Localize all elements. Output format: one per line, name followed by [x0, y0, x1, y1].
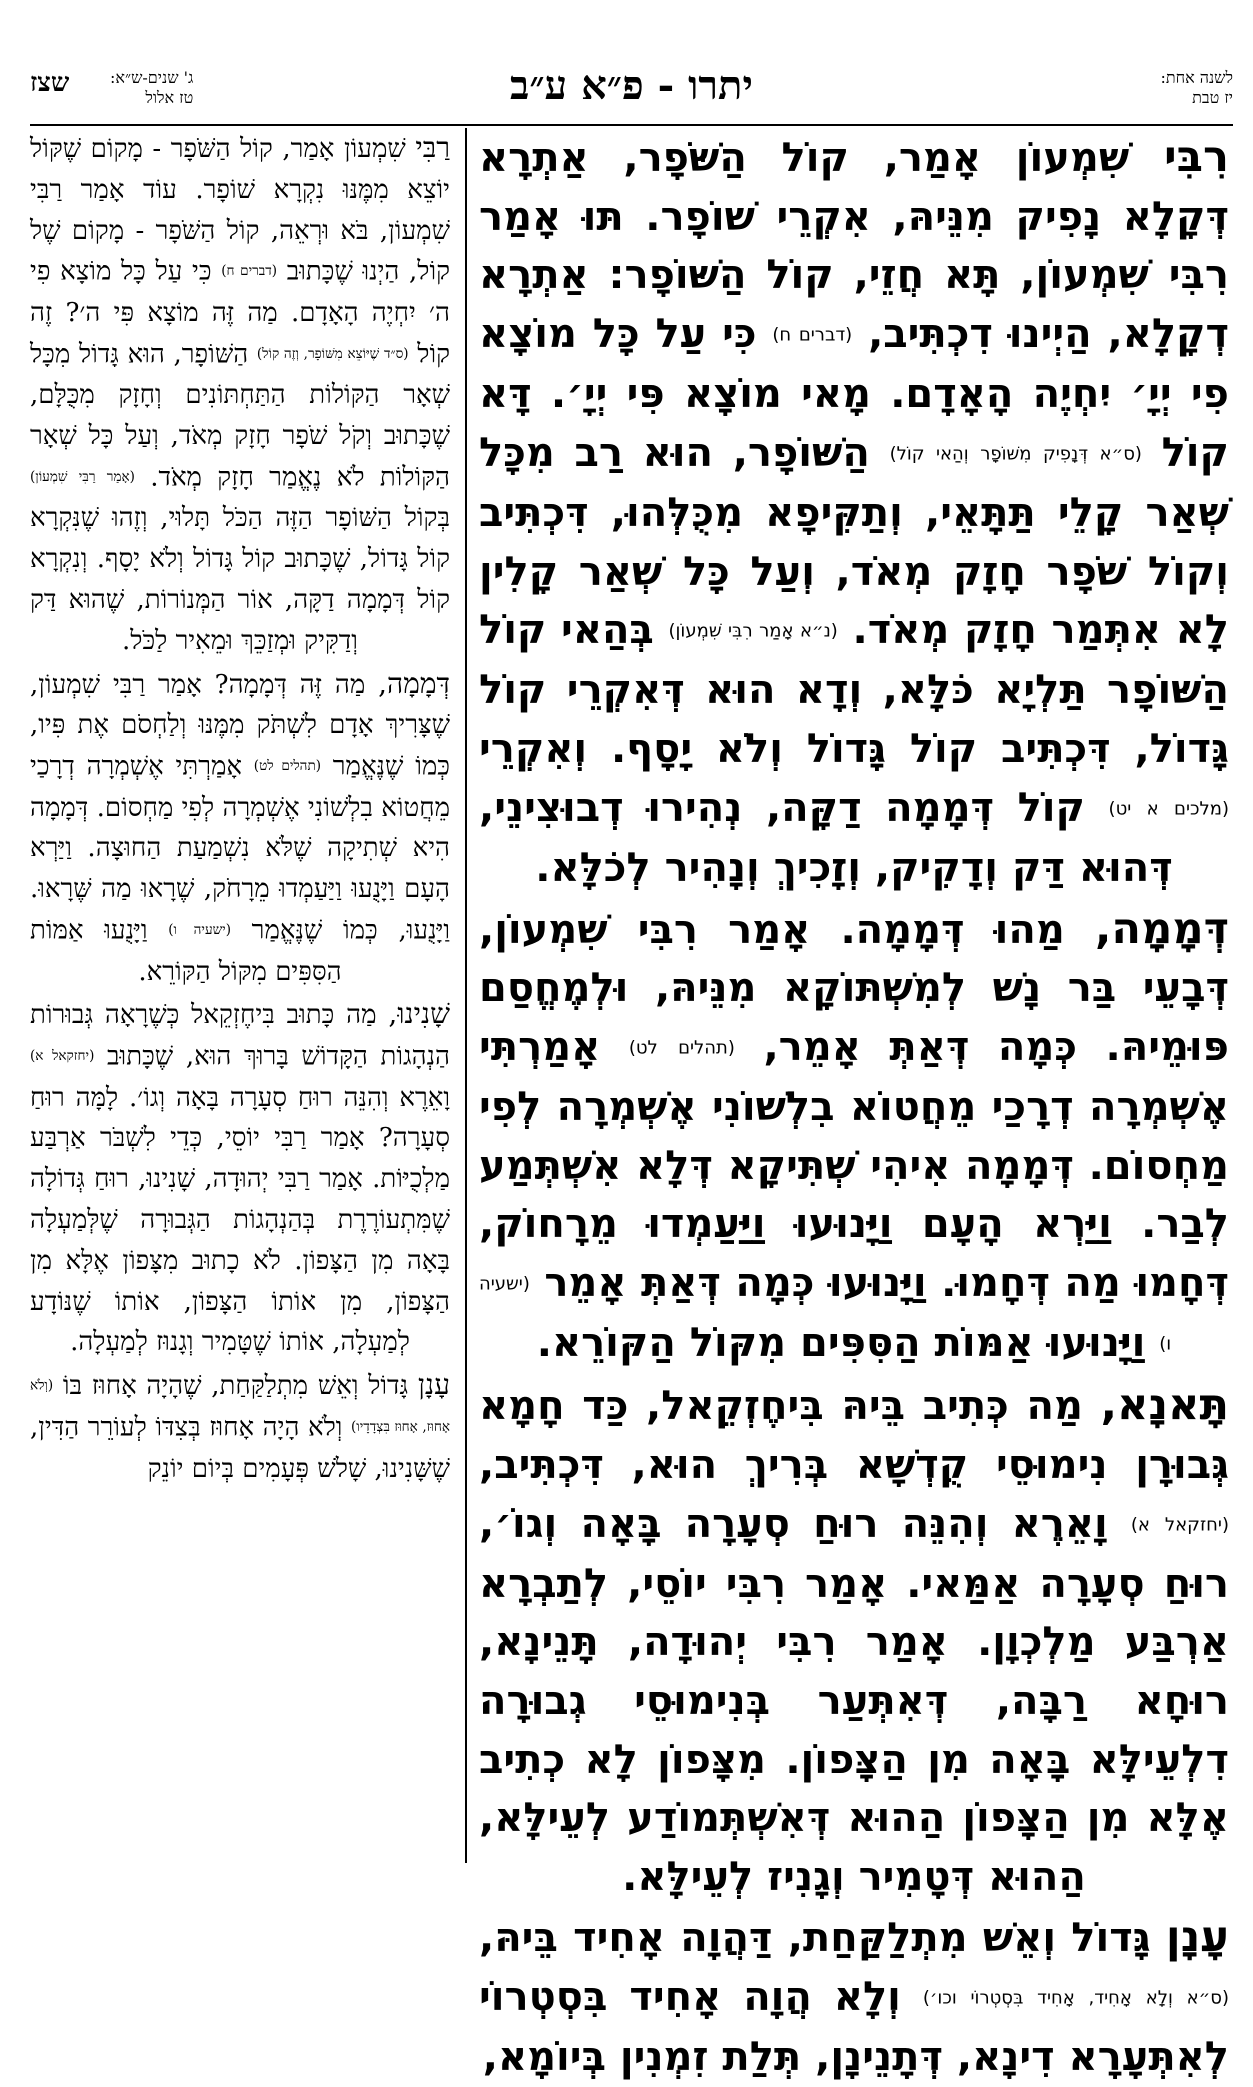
paragraph-text: וָאֵרֶא וְהִנֵּה רוּחַ סְעָרָה בָּאָה וְגוֹ׳. לָמָּה רוּחַ סְעָרָה? אָמַר רַבִּי יוֹסֵי, כְּדֵי לִשְׁבֹּר אַרְבַּע מַלְכֻיּוֹת. אָמַר רַבִּי יְהוּדָה, שָׁנִינוּ, רוּחַ גְּדוֹלָה שֶׁמִּתְעוֹרֶרֶת בְּהַנְהָגוֹת הַגְּבוּרָה שֶׁלְּמַעְלָה בָּאָה מִן הַצָּפוֹן. לֹא כָתוּב מִצָּפוֹן אֶלָּא מִן הַצָּפוֹן, מִן אוֹתוֹ הַצָּפוֹן, אוֹתוֹ שֶׁנּוֹדָע לְמַעְלָה, אוֹתוֹ שֶׁטָּמִיר וְגָנוּז לְמַעְלָה.	[30, 1082, 450, 1358]
alt-cycle-block	[110, 68, 193, 108]
variant-note: (אָמַר רַבִּי שִׁמְעוֹן)	[30, 468, 135, 485]
paragraph-opening-word: דְּמָמָה,	[1095, 903, 1229, 954]
paragraph-opening-word: תָּאנָא,	[1100, 1380, 1229, 1431]
paragraph-opening-word: עָנָן	[417, 1368, 451, 1402]
paragraph-opening-word: שָׁנִינוּ,	[388, 997, 451, 1031]
paragraph-text: הַשּׁוֹפָר, הוּא גָּדוֹל מִכָּל שְׁאָר הַקּוֹלוֹת הַתַּחְתּוֹנִים וְחָזָק מִכֻּלָּם, שֶׁכָּתוּב וְקֹל שֹׁפָר חָזָק מְאֹד, וְעַל כָּל שְׁאָר הַקּוֹלוֹת לֹא נֶאֱמַר חָזָק מְאֹד.	[30, 339, 451, 493]
paragraph-text: שִׁמְעוֹן אָמַר, קוֹל הַשֹּׁפָר, אַתְרָא דְּקָלָא נָפִיק מִנֵּיהּ, אִקְרֵי שׁוֹפָר. תּוּ אָמַר רִבִּי שִׁמְעוֹן, תָּא חֲזֵי, קוֹל הַשּׁוֹפָר: אַתְרָא דְקָלָא, הַיְינוּ דִכְתִּיב,	[479, 135, 1229, 357]
main-paragraph-1	[479, 128, 1229, 898]
paragraph-text: וְלֹא הָיָה אָחוּז בְּצִדּוֹ לְעוֹרֵר הַדִּין, שֶׁשָּׁנִינוּ, שָׁלֹשׁ פְּעָמִים בְּיוֹם יוֹנֵק	[30, 1412, 450, 1484]
paragraph-text: וְלָא הֲוָה אָחִיד בִּסְטְרוֹי לְאִתְּעָרָא דִינָא, דְּתָנֵינָן, תְּלַת זִמְנִין בְּיוֹמָא,	[479, 1974, 1229, 2081]
paragraph-text: מַה זֶּה דְּמָמָה? אָמַר רַבִּי שִׁמְעוֹן, שֶׁצָּרִיךְ אָדָם לִשְׁתֹּק מִמֶּנּוּ וְלַחְסֹם אֶת פִּיו, כְּמוֹ שֶׁנֶּאֱמַר	[30, 669, 450, 782]
translation-column	[30, 128, 450, 1863]
alt-cycle-date: טז אלול	[145, 88, 194, 107]
reading-cycle-date: יז טבת	[1192, 88, 1233, 107]
paragraph-text: וַיָּנוּעוּ אַמּוֹת הַסִּפִּים מִקּוֹל הַקּוֹרֵא.	[536, 1320, 1146, 1367]
alt-cycle-label: ג' שנים-ש״א:	[110, 68, 194, 87]
source-reference: (תהלים לט)	[253, 758, 321, 775]
paragraph-text: גָּדוֹל וְאֵשׁ מִתְלַקַּחַת, שֶׁהָיָה אָחוּז בּוֹ	[62, 1371, 409, 1402]
paragraph-opening-word: רִבִּי	[1163, 132, 1229, 182]
paragraph-text: בְּקוֹל הַשּׁוֹפָר הַזֶּה הַכֹּל תָּלוּי, וְזֶהוּ שֶׁנִּקְרָא קוֹל גָּדוֹל, שֶׁכָּתוּב קוֹל גָּדוֹל וְלֹא יָסָף. וְנִקְרָא קוֹל דְּמָמָה דַקָּה, אוֹר הַמְּנוֹרוֹת, שֶׁהוּא דַּק וְדַקִּיק וּמְזַכֵּךְ וּמֵאִיר לַכֹּל.	[30, 503, 450, 656]
paragraph-text: מַה כְּתִיב בֵּיהּ בִּיחֶזְקֵאל, כַּד חָמָא גְּבוּרָן נִימוּסֵי קֻדְשָׁא בְּרִיךְ הוּא, דִּכְתִּיב,	[479, 1383, 1229, 1488]
paragraph-text: כִּי עַל כָּל מוֹצָא פִי ה׳ יִחְיֶה הָאָדָם. מַה זֶּה מוֹצָא פִּי ה׳? זֶה קוֹל	[30, 257, 451, 370]
paragraph-opening-word: עָנָן	[1165, 1912, 1230, 1963]
variant-note: (ס״א דְּנָפִיק מִשּׁוֹפָר וְהַאי קוֹל)	[889, 443, 1142, 465]
source-reference: (דברים ח)	[221, 263, 278, 280]
side-paragraph-1	[30, 128, 450, 662]
paragraph-opening-word: דְּמָמָה,	[378, 666, 450, 700]
reading-cycle-label: לשנה אחת:	[1160, 68, 1233, 87]
source-reference: (יחזקאל א)	[30, 1048, 95, 1065]
paragraph-text: אָמַרְתִּי אֶשְׁמְרָה דְרָכַי מֵחֲטוֹא בִלְשׁוֹנִי אֶשְׁמְרָה לְפִי מַחְסוֹם. דְּמָמָה הִיא שְׁתִיקָה שֶׁלֹּא נִשְׁמַעַת הַחוּצָה. וַיַּרְא הָעָם וַיָּנֻעוּ וַיַּעַמְדוּ מֵרָחֹק, שֶׁרָאוּ מַה שֶּׁרָאוּ. וַיָּנֻעוּ, כְּמוֹ שֶׁנֶּאֱמַר	[30, 751, 451, 946]
paragraph-text: בְּהַאי קוֹל הַשּׁוֹפָר תַּלְיָא כֹּלָּא, וְדָא הוּא דְּאִקְרֵי קוֹל גָּדוֹל, דִּכְתִּיב קוֹל גָּדוֹל וְלֹא יָסָף. וְאִקְרֵי	[479, 607, 1229, 773]
paragraph-text: וָאֵרֶא וְהִנֵּה רוּחַ סְעָרָה בָּאָה וְגוֹ׳, רוּחַ סְעָרָה אַמַּאי. אָמַר רִבִּי יוֹסֵי, לְתַבְרָא אַרְבַּע מַלְכְוָן. אָמַר רִבִּי יְהוּדָה, תָּנֵינָא, רוּחָא רַבָּה, דְּאִתְּעַר בְּנִימוּסֵי גְבוּרָה דִלְעֵילָּא בָּאָה מִן הַצָּפוֹן. מִצָּפוֹן לָא כְתִיב אֶלָּא מִן הַצָּפוֹן הַהוּא דְּאִשְׁתְּמוֹדַע לְעֵילָּא, הַהוּא דְּטָמִיר וְגָנִיז לְעֵילָּא.	[479, 1500, 1229, 1900]
source-reference: (תהלים לט)	[628, 1037, 735, 1059]
variant-note: (ס״ד שֶׁיּוֹצֵא מִשּׁוֹפָר, וְזֶה קוֹל)	[256, 345, 409, 362]
side-paragraph-4	[30, 1365, 450, 1489]
paragraph-text: גָּדוֹל וְאֵשׁ מִתְלַקַּחַת, דַּהֲוָה אָחִיד בֵּיהּ,	[479, 1915, 1151, 1962]
paragraph-text: קוֹל דְּמָמָה דַקָּה, נְהִירוּ דְבוּצִינֵי, דְּהוּא דַּק וְדָקִיק, וְזָכִיךְ וְנָהִיר לְכֹלָּא.	[479, 784, 1173, 891]
source-reference: (יחזקאל א)	[1130, 1514, 1229, 1536]
variant-note: (נ״א אָמַר רִבִּי שִׁמְעוֹן)	[668, 620, 838, 642]
main-paragraph-3	[479, 1376, 1229, 1906]
paragraph-text: מַה כָּתוּב בִּיחֶזְקֵאל כְּשֶׁרָאָה גְּבוּרוֹת הַנְהָגוֹת הַקָּדוֹשׁ בָּרוּךְ הוּא, שֶׁכָּתוּב	[30, 1000, 450, 1072]
source-reference: (ישעיה ו)	[479, 1273, 1172, 1355]
page-title: יתרו - פ״א ע״ב	[510, 62, 753, 109]
variant-note: (וְלֹא אָחוּז, אָחוּז בִּצְדָדָיו)	[30, 1377, 450, 1436]
header-divider	[30, 124, 1233, 126]
main-paragraph-2	[479, 900, 1229, 1375]
source-reference: (דברים ח)	[772, 324, 853, 346]
paragraph-text: שִׁמְעוֹן אָמַר, קוֹל הַשֹּׁפָר - מָקוֹם שֶׁקּוֹל יוֹצֵא מִמֶּנּוּ נִקְרָא שׁוֹפָר. עוֹד אָמַר רַבִּי שִׁמְעוֹן, בֹּא וּרְאֵה, קוֹל הַשֹּׁפָר - מָקוֹם שֶׁל קוֹל, הַיְנוּ שֶׁכָּתוּב	[30, 134, 451, 288]
source-reference: (מלכים א יט)	[1108, 798, 1229, 820]
side-paragraph-2	[30, 664, 450, 993]
paragraph-text: הַשּׁוֹפָר, הוּא רַב מִכָּל שְׁאַר קָלֵי תַּתָּאֵי, וְתַקִּיפָא מִכֻּלְּהוּ, דִּכְתִּיב וְקוֹל שֹׁפָר חָזָק מְאֹד, וְעַל כָּל שְׁאַר קָלִין לָא אִתְּמַר חָזָק מְאֹד.	[479, 429, 1229, 654]
paragraph-text: מַהוּ דְּמָמָה. אָמַר רִבִּי שִׁמְעוֹן, דְּבָעֵי בַּר נָשׁ לְמִשְׁתּוֹקָא מִנֵּיהּ, וּלְמֶחֱסַם פּוּמֵיהּ. כְּמָה דְּאַתְּ אָמֵר,	[479, 906, 1229, 1070]
page-header	[30, 60, 1233, 122]
paragraph-text: אָמַרְתִּי אֶשְׁמְרָה דְרָכַי מֵחֲטוֹא בִלְשׁוֹנִי אֶשְׁמְרָה לְפִי מַחְסוֹם. דְּמָמָה אִיהִי שְׁתִּיקָא דְּלָא אִשְׁתְּמַע לְבַר. וַיַּרְא הָעָם וַיָּנוּעוּ וַיַּעַמְדוּ מֵרָחוֹק, דְּחָמוּ מַה דְּחָמוּ. וַיָּנוּעוּ כְּמָה דְּאַתְּ אָמֵר	[479, 1023, 1229, 1306]
variant-note: (ס״א וְלָא אָחִיד, אָחִיד בִּסְטְרוֹי וכו׳)	[922, 1987, 1229, 2009]
paragraph-text: וַיָּנֻעוּ אַמּוֹת הַסִּפִּים מִקּוֹל הַקּוֹרֵא.	[30, 915, 342, 987]
main-text-column	[479, 128, 1230, 2081]
paragraph-opening-word: רַבִּי	[415, 131, 451, 164]
main-paragraph-4	[479, 1908, 1229, 2086]
page-number: שצז	[30, 68, 70, 98]
source-reference: (ישעיה ו)	[168, 922, 231, 939]
side-paragraph-3	[30, 994, 450, 1363]
paragraph-text: כִּי עַל כָּל מוֹצָא פִי יְיָ׳ יִחְיֶה הָאָדָם. מָאי מוֹצָא פִּי יְיָ׳. דָּא קוֹל	[479, 310, 1229, 476]
column-divider	[465, 128, 467, 1863]
